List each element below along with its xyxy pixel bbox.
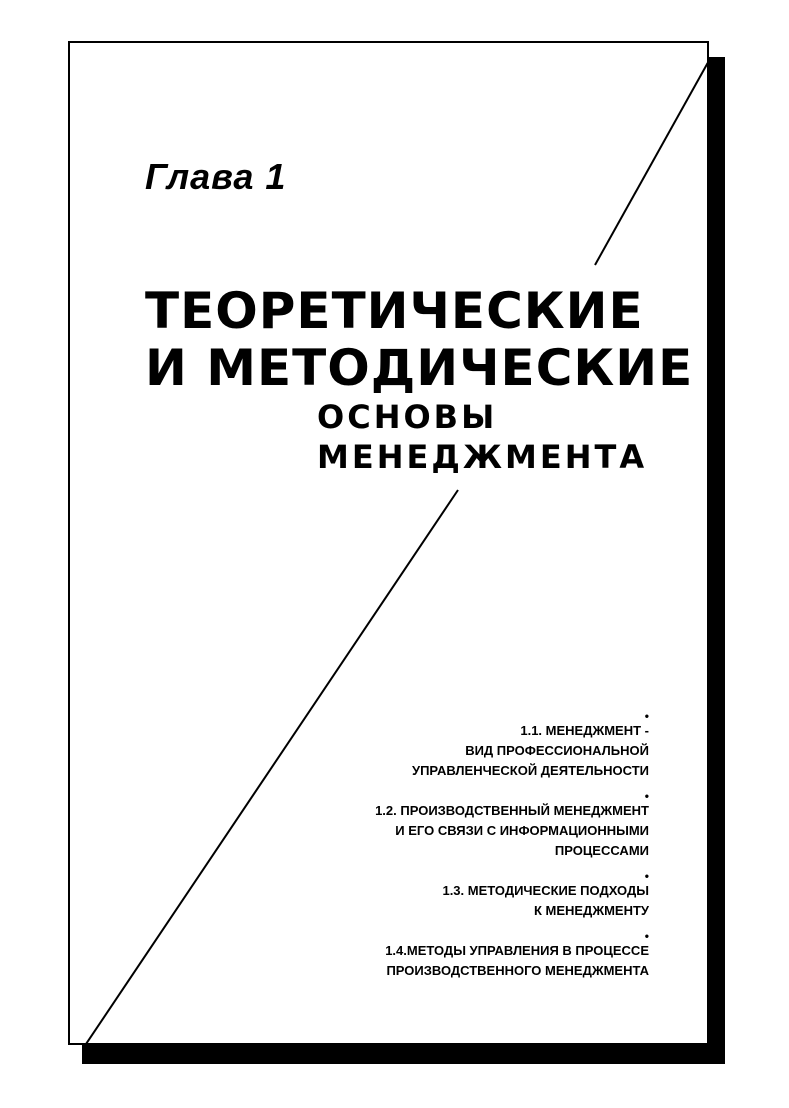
chapter-label: Глава 1	[145, 156, 287, 197]
section-line: УПРАВЛЕНЧЕСКОЙ ДЕЯТЕЛЬНОСТИ	[412, 763, 649, 778]
bullet-icon: •	[644, 789, 649, 803]
section-item	[249, 791, 649, 861]
section-line: ПРОИЗВОДСТВЕННОГО МЕНЕДЖМЕНТА	[386, 963, 649, 978]
section-line: К МЕНЕДЖМЕНТУ	[533, 903, 649, 918]
section-line: 1.2. ПРОИЗВОДСТВЕННЫЙ МЕНЕДЖМЕНТ	[375, 803, 649, 818]
title-line-3: ОСНОВЫ	[317, 398, 498, 436]
chapter-title	[145, 282, 694, 477]
diagonal-line-upper	[595, 57, 709, 265]
section-line: И ЕГО СВЯЗИ С ИНФОРМАЦИОННЫМИ	[395, 823, 649, 838]
title-line-1: ТЕОРЕТИЧЕСКИЕ	[145, 282, 644, 340]
chapter-title-page	[68, 41, 709, 1045]
section-item	[249, 871, 649, 921]
bullet-icon: •	[644, 869, 649, 883]
section-line: 1.4.МЕТОДЫ УПРАВЛЕНИЯ В ПРОЦЕССЕ	[385, 943, 649, 958]
section-list	[249, 711, 649, 991]
title-line-2: И МЕТОДИЧЕСКИЕ	[145, 339, 694, 397]
title-line-4: МЕНЕДЖМЕНТА	[317, 438, 648, 476]
section-item	[249, 711, 649, 781]
bullet-icon: •	[644, 709, 649, 723]
section-line: ПРОЦЕССАМИ	[554, 843, 649, 858]
bullet-icon: •	[644, 929, 649, 943]
section-line: 1.1. МЕНЕДЖМЕНТ -	[520, 723, 649, 738]
section-line: 1.3. МЕТОДИЧЕСКИЕ ПОДХОДЫ	[442, 883, 649, 898]
section-item	[249, 931, 649, 981]
section-line: ВИД ПРОФЕССИОНАЛЬНОЙ	[465, 743, 649, 758]
